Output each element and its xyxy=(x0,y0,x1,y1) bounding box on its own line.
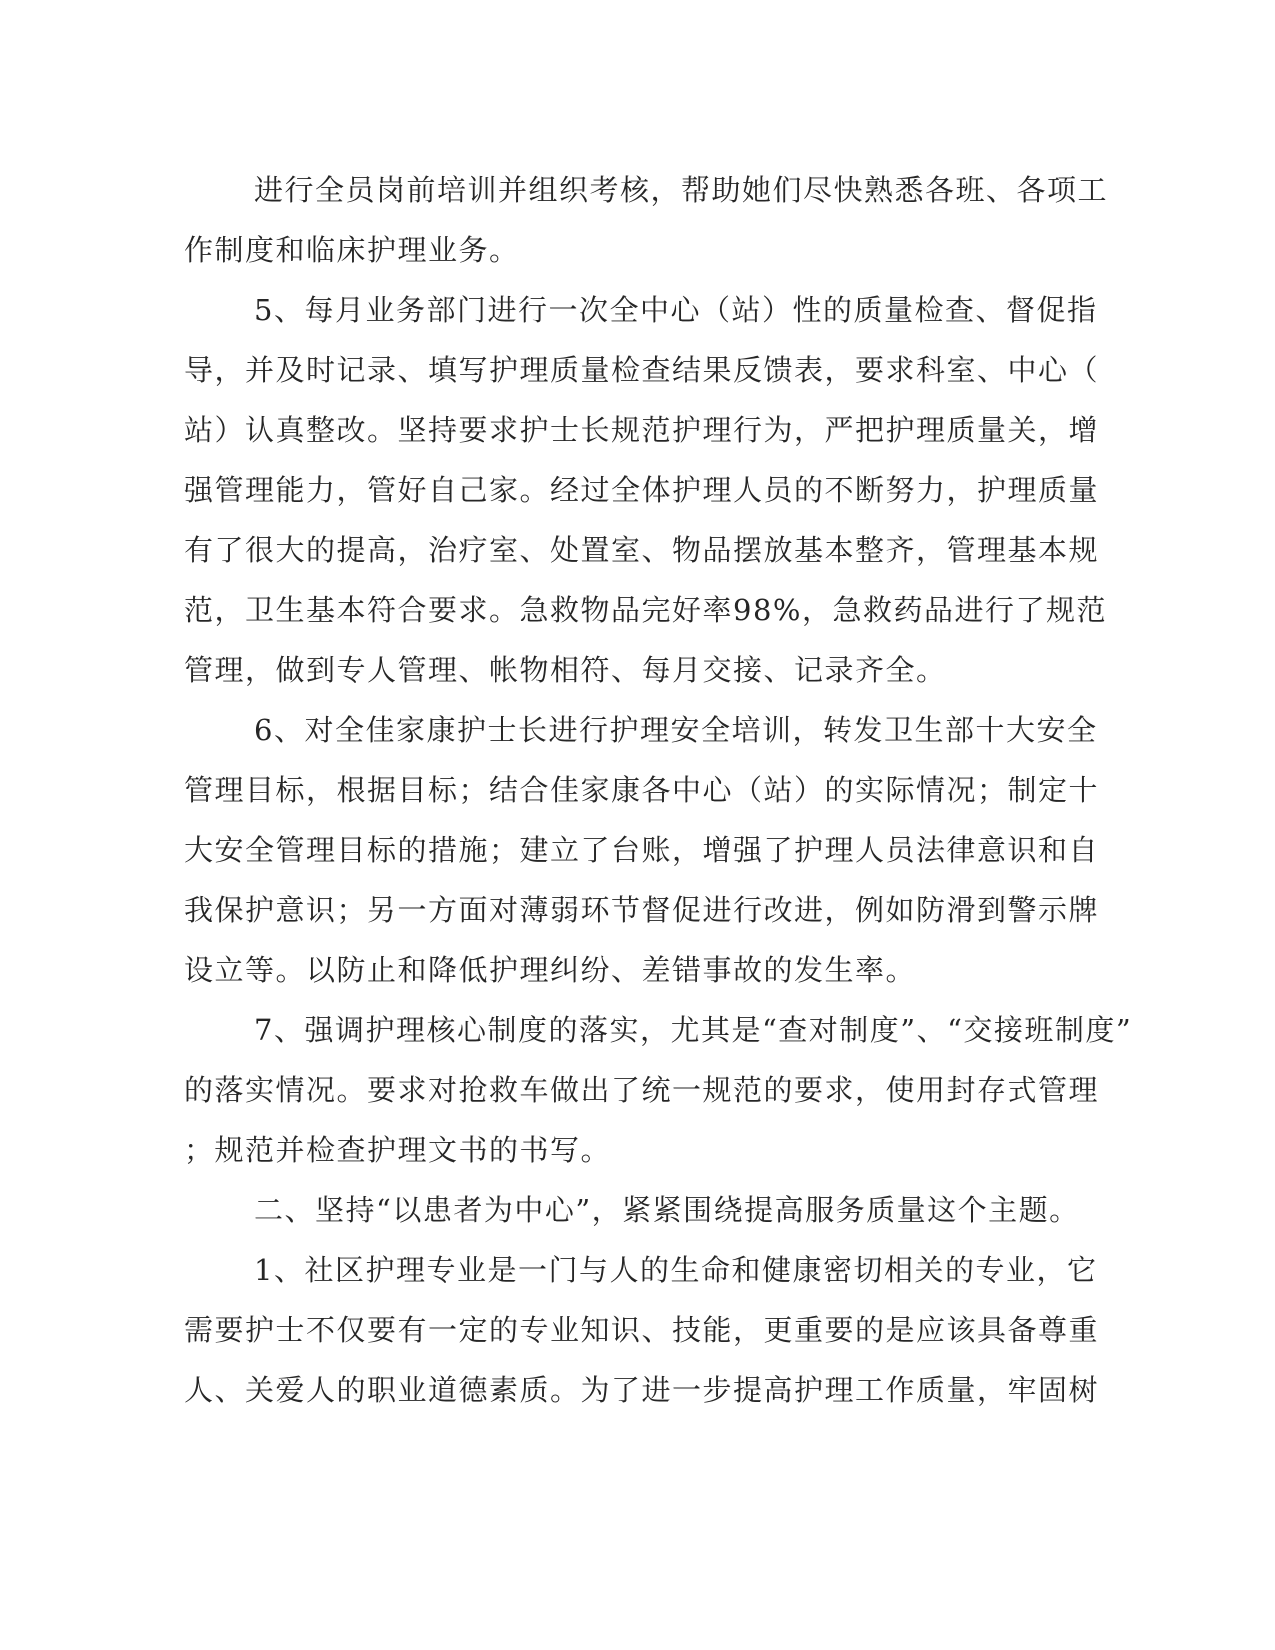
text-line: 管理，做到专人管理、帐物相符、每月交接、记录齐全。 xyxy=(184,653,947,687)
text-line: 人、关爱人的职业道德素质。为了进一步提高护理工作质量，牢固树 xyxy=(184,1373,1100,1407)
text-line: 有了很大的提高，治疗室、处置室、物品摆放基本整齐，管理基本规 xyxy=(184,533,1100,567)
text-line: 大安全管理目标的措施；建立了台账，增强了护理人员法律意识和自 xyxy=(184,833,1100,867)
body-text xyxy=(184,160,1133,1420)
text-line: 导，并及时记录、填写护理质量检查结果反馈表，要求科室、中心（ xyxy=(184,353,1100,387)
text-line: 站）认真整改。坚持要求护士长规范护理行为，严把护理质量关，增 xyxy=(184,413,1100,447)
text-line: 作制度和临床护理业务。 xyxy=(184,233,520,267)
text-line: 需要护士不仅要有一定的专业知识、技能，更重要的是应该具备尊重 xyxy=(184,1313,1100,1347)
text-line: 强管理能力，管好自己家。经过全体护理人员的不断努力，护理质量 xyxy=(184,473,1100,507)
text-line: ；规范并检查护理文书的书写。 xyxy=(184,1133,612,1167)
text-line: 范，卫生基本符合要求。急救物品完好率98%，急救药品进行了规范 xyxy=(184,593,1107,627)
text-line: 1、社区护理专业是一门与人的生命和健康密切相关的专业，它 xyxy=(254,1253,1098,1287)
text-line: 进行全员岗前培训并组织考核，帮助她们尽快熟悉各班、各项工 xyxy=(254,173,1109,207)
text-line: 6、对全佳家康护士长进行护理安全培训，转发卫生部十大安全 xyxy=(254,713,1098,747)
text-line: 7、强调护理核心制度的落实，尤其是“查对制度”、“交接班制度” xyxy=(254,1013,1133,1047)
text-line: 的落实情况。要求对抢救车做出了统一规范的要求，使用封存式管理 xyxy=(184,1073,1100,1107)
text-line: 设立等。以防止和降低护理纠纷、差错事故的发生率。 xyxy=(184,953,917,987)
section-heading: 二、坚持“以患者为中心”，紧紧围绕提高服务质量这个主题。 xyxy=(254,1193,1080,1227)
text-line: 管理目标，根据目标；结合佳家康各中心（站）的实际情况；制定十 xyxy=(184,773,1100,807)
text-line: 我保护意识；另一方面对薄弱环节督促进行改进，例如防滑到警示牌 xyxy=(184,893,1100,927)
text-line: 5、每月业务部门进行一次全中心（站）性的质量检查、督促指 xyxy=(254,293,1098,327)
